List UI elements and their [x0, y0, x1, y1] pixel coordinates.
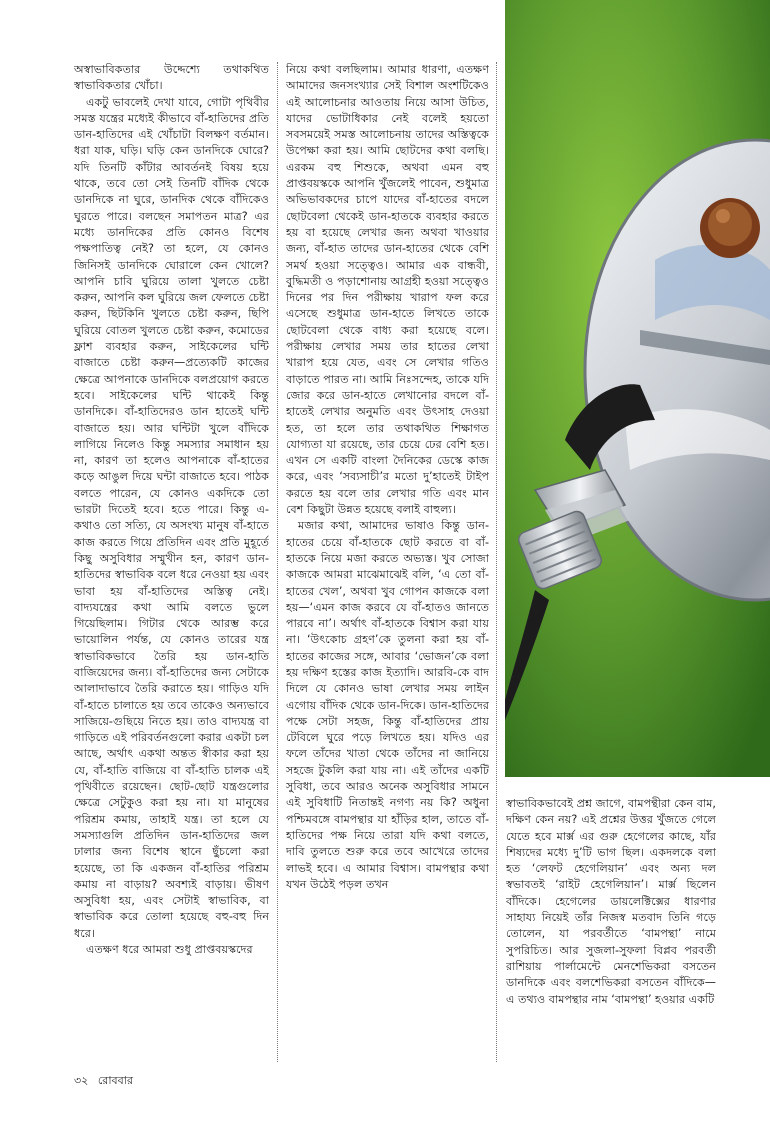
page-footer [74, 1072, 139, 1091]
paragraph: স্বাভাবিকভাবেই প্রশ্ন জাগে, বামপন্থীরা কেন বাম, দক্ষিণ কেন নয়? এই প্রশ্নের উত্তর খুঁজতে গেলে যেতে হবে মার্ক্স এর গুরু হেগেলের কাছে, যাঁর শিষ্যদের মধ্যে দু’টি ভাগ ছিল। একদলকে বলা হত ‘লেফট হেগেলিয়ান’ এবং অন্য দল স্বভাবতই ‘রাইট হেগেলিয়ান’। মার্ক্স ছিলেন বাঁদিকে। হেগেলের ডায়লেক্টিক্সের ধারণার সাহায্য নিয়েই তাঁর নিজস্ব মতবাদ তিনি গড়ে তোলেন, যা পরবর্তীতে ‘বামপন্থা’ নামে সুপরিচিত। আর সুজলা-সুফলা বিপ্লব পরবর্তী রাশিয়ায় পার্লামেন্টে মেনশেভিকরা বসতেন ডানদিকে এবং বলশেভিকরা বসতেন বাঁদিকে—এ তথ্যও বামপন্থার নাম ‘বামপন্থা’ হওয়ার একটি [506, 797, 716, 1006]
paragraph: একটু ভাবলেই দেখা যাবে, গোটা পৃথিবীর সমস্ত যন্ত্রের মধ্যেই কীভাবে বাঁ-হাতিদের প্রতি ডান-হাতিদের এই খোঁচাটা বিলক্ষণ বর্তমান। ধরা যাক, ঘড়ি। ঘড়ি কেন ডানদিকে ঘোরে? যদি তিনটি কাঁটার আবর্তনই বিষয় হয়ে থাকে, তবে তো সেই তিনটি বাঁদিক থেকে ডানদিকে না ঘুরে, ডানদিক থেকে বাঁদিকেও ঘুরতে পারে। বলছেন সমাপতন মাত্র? এর মধ্যে ডানদিকের প্রতি কোনও বিশেষ পক্ষপাতিত্ব নেই? তা হলে, যে কোনও জিনিসই ডানদিকে ঘোরালে কেন খোলে? আপনি চাবি ঘুরিয়ে তালা খুলতে চেষ্টা করুন, আপনি কল ঘুরিয়ে জল ফেলতে চেষ্টা করুন, ছিটকিনি খুলতে চেষ্টা করুন, ছিপি ঘুরিয়ে বোতল খুলতে চেষ্টা করুন, কমোডের ফ্লাশ ব্যবহার করুন, সাইকেলের ঘন্টি বাজাতে চেষ্টা করুন—প্রত্যেকটি কাজের ক্ষেত্রে আপনাকে ডানদিকে বলপ্রয়োগ করতে হবে। সাইকেলের ঘন্টি থাকেই কিন্তু ডানদিকে। বাঁ-হাতিদেরও ডান হাতেই ঘন্টি বাজাতে হয়। আর ঘন্টিটা খুলে বাঁদিকে লাগিয়ে নিলেও কিন্তু সমস্যার সমাধান হয় না, কারণ তা হলেও আপনাকে বাঁ-হাতের কড়ে আঙুল দিয়ে ঘন্টা বাজাতে হবে। পাঠক বলতে পারেন, যে কোনও একদিকে তো ভারটা দিতেই হবে। হতে পারে। কিন্তু এ-কথাও তো সত্যি, যে অসংখ্য মানুষ বাঁ-হাতে কাজ করতে গিয়ে প্রতিদিন এবং প্রতি মুহূর্তে কিছু অসুবিধার সম্মুখীন হন, কারণ ডান-হাতিদের স্বাভাবিক বলে ধরে নেওয়া হয় এবং ভাবা হয় বাঁ-হাতিদের অস্তিত্ব নেই। বাদ্যযন্ত্রের কথা আমি বলতে ভুলে গিয়েছিলাম। গিটার থেকে আরম্ভ করে ভায়োলিন পর্যন্ত, যে কোনও তারের যন্ত্র স্বাভাবিকভাবে তৈরি হয় ডান-হাতি বাজিয়েদের জন্য। বাঁ-হাতিদের জন্য সেটাকে আলাদাভাবে তৈরি করাতে হয়। গাড়িও যদি বাঁ-হাতে চালাতে হয় তবে তাকেও অন্যভাবে সাজিয়ে-গুছিয়ে নিতে হয়। তাও বাদ্যযন্ত্র বা গাড়িতে এই পরিবর্তনগুলো করার একটা চল আছে, অর্থাৎ একথা অন্তত স্বীকার করা হয় যে, বাঁ-হাতি বাজিয়ে বা বাঁ-হাতি চালক এই পৃথিবীতে রয়েছেন। ছোট-ছোট যন্ত্রগুলোর ক্ষেত্রে সেটুকুও করা হয় না। যা মানুষের পরিশ্রম কমায়, তাহাই যন্ত্র। তা হলে যে সমস্যাগুলি প্রতিদিন ডান-হাতিদের জল ঢালার জন্য বিশেষ স্থানে ছুঁচলো করা হয়েছে, তা কি একজন বাঁ-হাতির পরিশ্রম কমায় না বাড়ায়? অবশ্যই বাড়ায়। ভীষণ অসুবিধা হয়, এবং সেটাই স্বাভাবিক, বা স্বাভাবিক করে তোলা হয়েছে বহু-বহু দিন ধরে। [74, 95, 269, 940]
column-divider [277, 62, 278, 1062]
bicycle-bell-photo [505, 0, 770, 777]
paragraph: নিয়ে কথা বলছিলাম। আমার ধারণা, এতক্ষণ আমাদের জনসংখ্যার সেই বিশাল অংশটিকেও এই আলোচনার আওতায় নিয়ে আসা উচিত, যাদের ভোটাধিকার নেই বলেই হয়তো সবসময়েই সমস্ত আলোচনায় তাদের অস্তিত্বকে উপেক্ষা করা হয়। আমি ছোটদের কথা বলছি। এরকম বহু শিশুকে, অথবা এমন বহু প্রাপ্তবয়স্ককে আপনি খুঁজলেই পাবেন, শুধুমাত্র অভিভাবকদের চাপে যাদের বাঁ-হাতের বদলে ছোটবেলা থেকেই ডান-হাতকে ব্যবহার করতে হয় বা হয়েছে লেখার জন্য অথবা খাওয়ার জন্য, বাঁ-হাত তাদের ডান-হাতের থেকে বেশি সমর্থ হওয়া সত্ত্বেও। আমার এক বান্ধবী, বুদ্ধিমতী ও পড়াশোনায় আগ্রহী হওয়া সত্ত্বেও দিনের পর দিন পরীক্ষায় খারাপ ফল করে এসেছে শুধুমাত্র ডান-হাতে লিখতে তাকে ছোটবেলা থেকে বাধ্য করা হয়েছে বলে। পরীক্ষায় লেখার সময় তার হাতের লেখা খারাপ হয়ে যেত, এবং সে লেখার গতিও বাড়াতে পারত না। আমি নিঃসন্দেহ, তাকে যদি জোর করে ডান-হাতে লেখানোর বদলে বাঁ-হাতেই লেখার অনুমতি এবং উৎসাহ দেওয়া হত, তা হলে তার তথাকথিত শিক্ষাগত যোগ্যতা যা রয়েছে, তার চেয়ে ঢের বেশি হত। এখন সে একটি বাংলা দৈনিকের ডেস্কে কাজ করে, এবং ‘সব্যসাচী’র মতো দু’হাতেই টাইপ করতে হয় বলে তার লেখার গতি এবং মান বেশ কিছুটা উন্নত হয়েছে বলাই বাহুল্য। [286, 63, 489, 517]
article-column-1 [74, 62, 269, 1062]
page-number: ৩২ [74, 1074, 89, 1087]
column-divider [496, 62, 497, 1062]
magazine-name: রোববার [97, 1074, 134, 1087]
paragraph: অস্বাভাবিকতার উদ্দেশ্যে তথাকথিত স্বাভাবিকতার খোঁচা। [74, 63, 269, 93]
paragraph: মজার কথা, আমাদের ভাষাও কিন্তু ডান-হাতের চেয়ে বাঁ-হাতকে ছোট করতে বা বাঁ-হাতকে নিয়ে মজা করতে অভ্যস্ত। খুব সোজা কাজকে আমরা মাঝেমাঝেই বলি, ‘এ তো বাঁ-হাতের খেল’, অথবা খুব গোপন কাজকে বলা হয়—‘এমন কাজ করবে যে বাঁ-হাতও জানতে পারবে না’। অর্থাৎ বাঁ-হাতকে বিশ্বাস করা যায় না। ‘উৎকোচ গ্রহণ’কে তুলনা করা হয় বাঁ-হাতের কাজের সঙ্গে, আবার ‘ভোজন’কে বলা হয় দক্ষিণ হস্তের কাজ ইত্যাদি। আরবি-কে বাদ দিলে যে কোনও ভাষা লেখার সময় লাইন এগোয় বাঁদিক থেকে ডান-দিকে। ডান-হাতিদের পক্ষে সেটা সহজ, কিন্তু বাঁ-হাতিদের প্রায় টেবিলে ঘুরে পড়ে লিখতে হয়। যদিও এর ফলে তাঁদের খাতা থেকে তাঁদের না জানিয়ে সহজে টুকলি করা যায় না। এই তাঁদের একটি সুবিধা, তবে আরও অনেক অসুবিধার সামনে এই সুবিধাটি নিতান্তই নগণ্য নয় কি? অধুনা পশ্চিমবঙ্গে বামপন্থার যা হাঁড়ির হাল, তাতে বাঁ-হাতিদের পক্ষ নিয়ে তারা যদি কথা বলতে, দাবি তুলতে শুরু করে তবে আখেরে তাদের লাভই হবে। এ আমার বিশ্বাস। বামপন্থার কথা যখন উঠেই পড়ল তখন [286, 519, 489, 891]
article-column-3 [506, 796, 716, 1066]
article-column-2 [286, 62, 489, 1062]
paragraph: এতক্ষণ ধরে আমরা শুধু প্রাপ্তবয়স্কদের [86, 943, 253, 957]
